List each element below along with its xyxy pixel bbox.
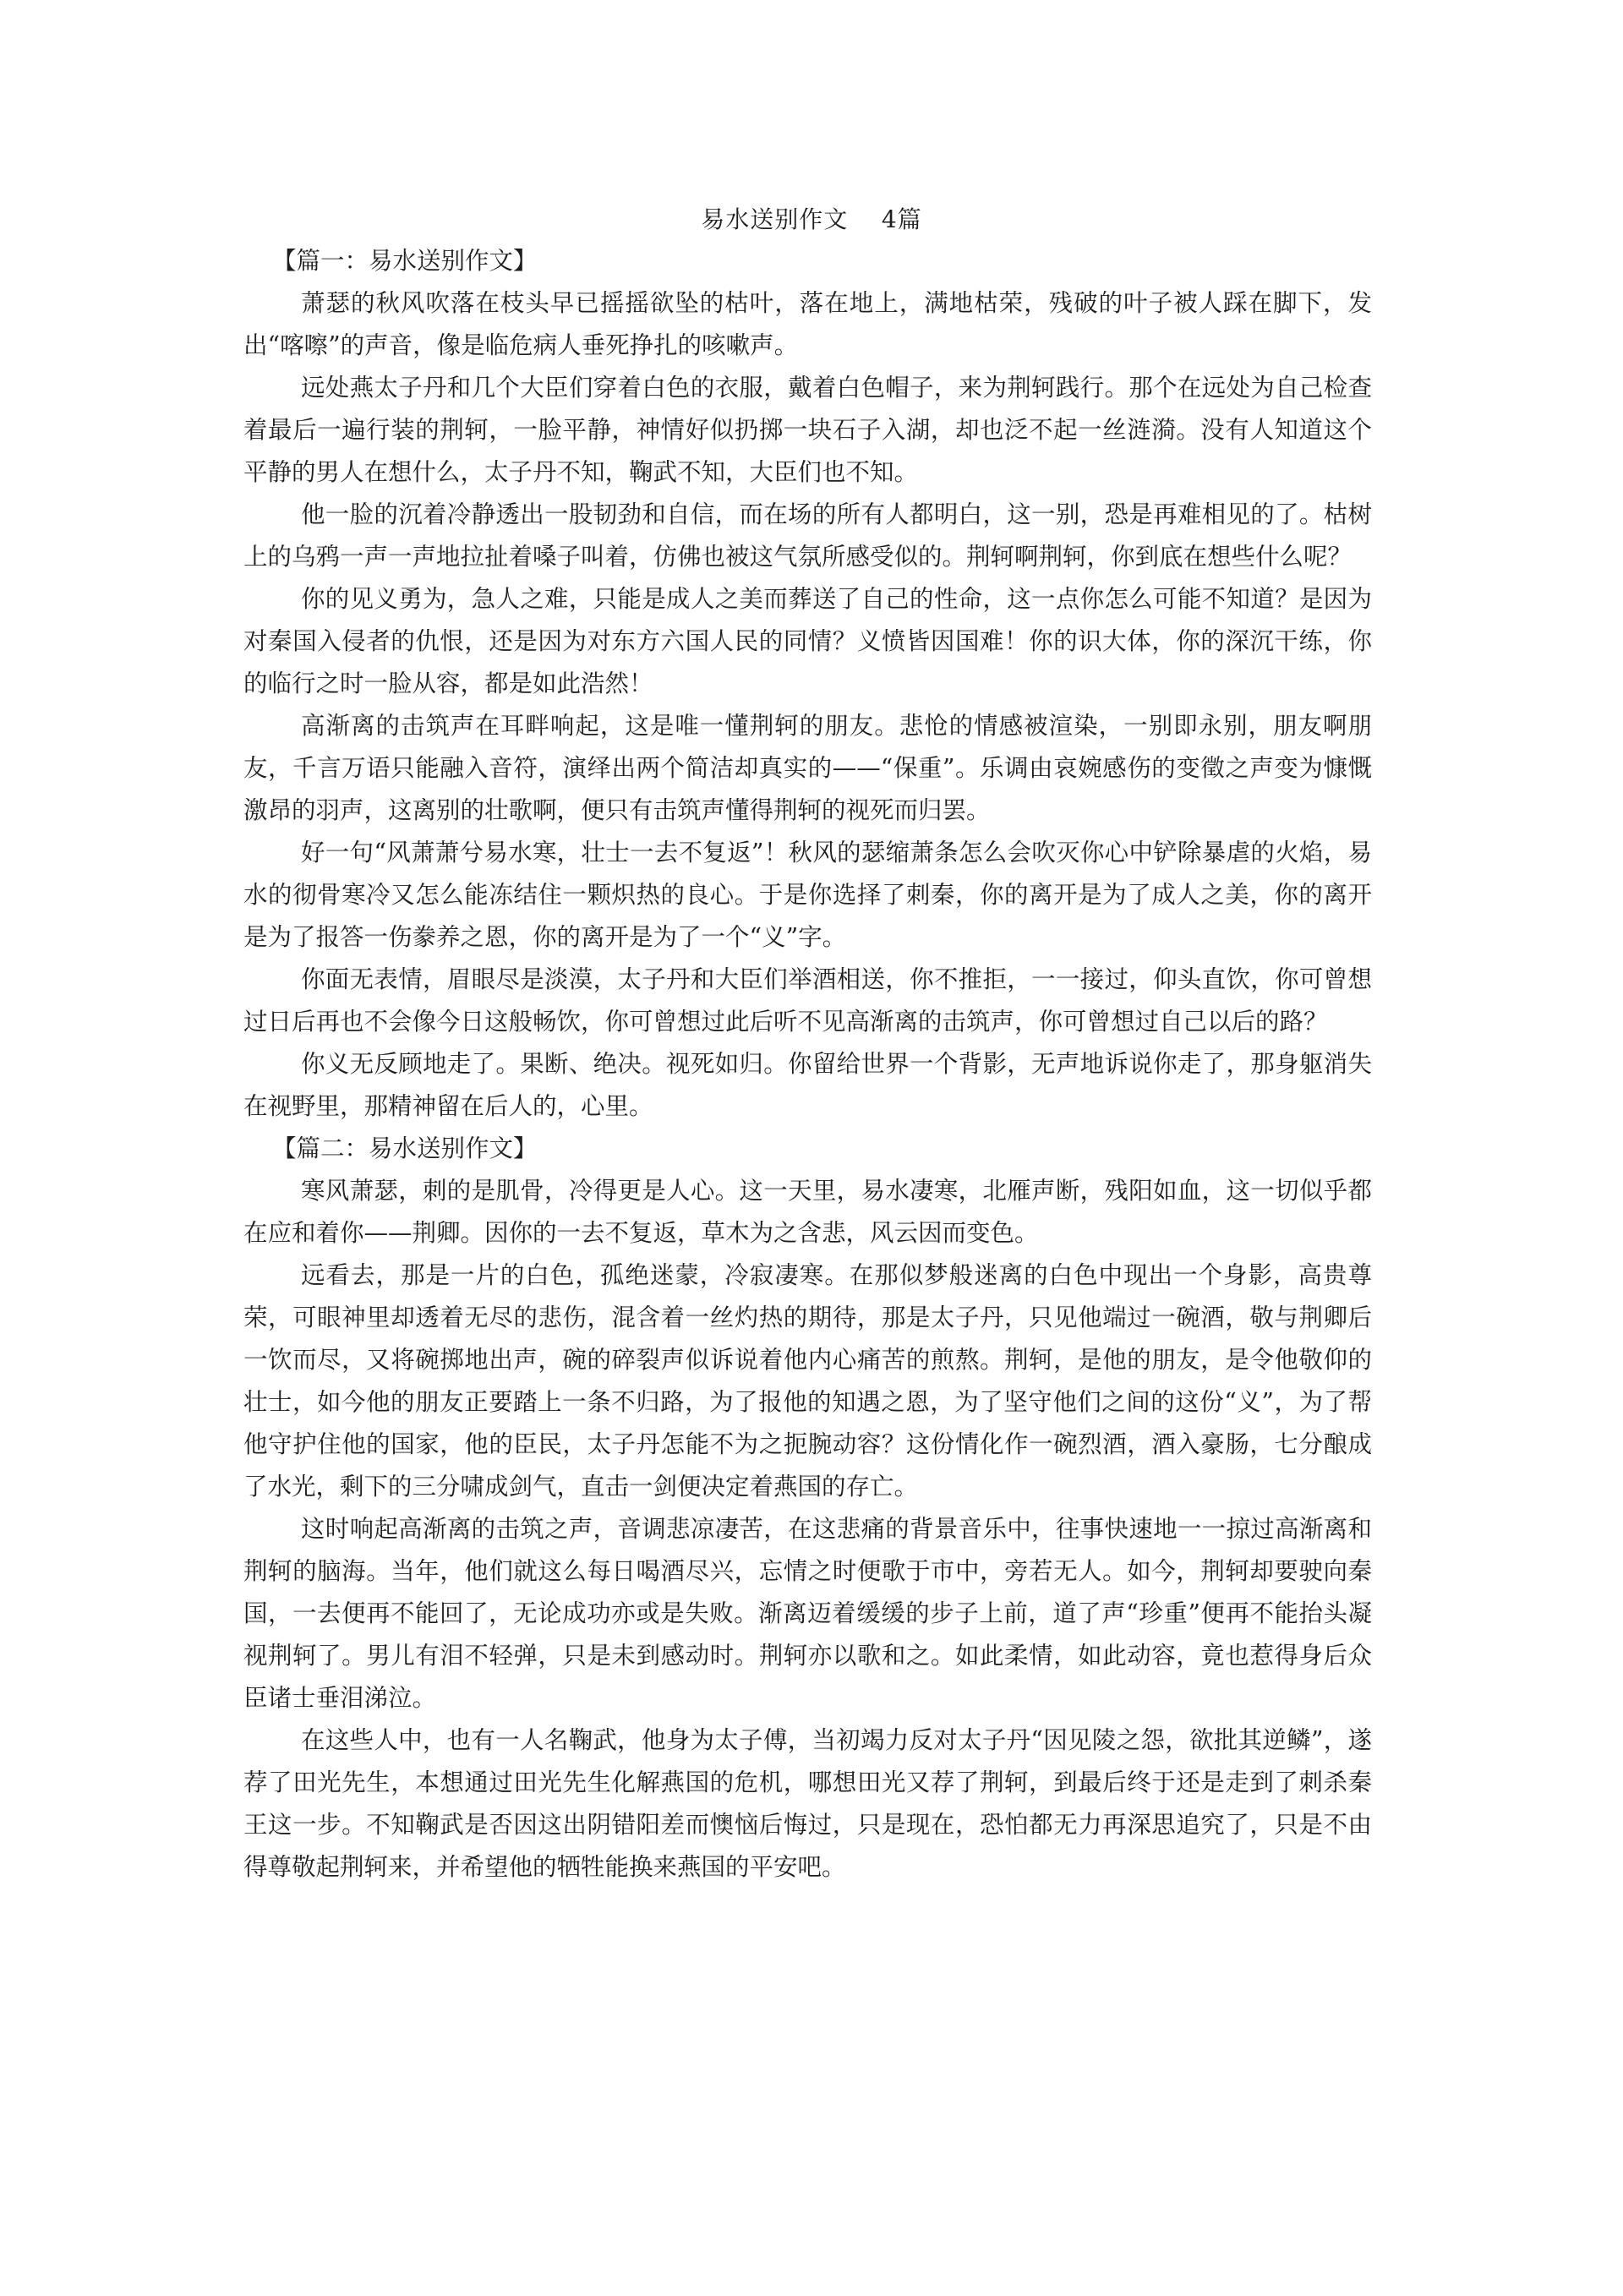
paragraph: 萧瑟的秋风吹落在枝头早已摇摇欲坠的枯叶，落在地上，满地枯荣，残破的叶子被人踩在脚下，发出“喀嚓”的声音，像是临危病人垂死挣扎的咳嗽声。: [243, 289, 1372, 359]
paragraph: 你面无表情，眉眼尽是淡漠，太子丹和大臣们举酒相送，你不推拒，一一接过，仰头直饮，你可曾想过日后再也不会像今日这般畅饮，你可曾想过此后听不见高渐离的击筑声，你可曾想过自己以后的路？: [243, 965, 1372, 1036]
paragraph: 寒风萧瑟，刺的是肌骨，冷得更是人心。这一天里，易水凄寒，北雁声断，残阳如血，这一切似乎都在应和着你——荆卿。因你的一去不复返，草木为之含悲，风云因而变色。: [243, 1177, 1372, 1247]
section-heading: 【篇一：易水送别作文】: [272, 247, 538, 275]
paragraph: 这时响起高渐离的击筑之声，音调悲凉凄苦，在这悲痛的背景音乐中，往事快速地一一掠过高渐离和荆轲的脑海。当年，他们就这么每日喝酒尽兴，忘情之时便歌于市中，旁若无人。如今，荆轲却要驶向秦国，一去便再不能回了，无论成功亦或是失败。渐离迈着缓缓的步子上前，道了声“珍重”便再不能抬头凝视荆轲了。男儿有泪不轻弹，只是未到感动时。荆轲亦以歌和之。如此柔情，如此动容，竟也惹得身后众臣诸士垂泪涕泣。: [243, 1515, 1372, 1712]
paragraph: 你的见义勇为，急人之难，只能是成人之美而葬送了自己的性命，这一点你怎么可能不知道？是因为对秦国入侵者的仇恨，还是因为对东方六国人民的同情？义愤皆因国难！你的识大体，你的深沉干练，你的临行之时一脸从容，都是如此浩然！: [243, 585, 1372, 697]
paragraph: 他一脸的沉着冷静透出一股韧劲和自信，而在场的所有人都明白，这一别，恐是再难相见的了。枯树上的乌鸦一声一声地拉扯着嗓子叫着，仿佛也被这气氛所感受似的。荆轲啊荆轲，你到底在想些什么呢？: [243, 500, 1372, 571]
document-title: 易水送别作文 4篇: [701, 205, 922, 233]
paragraph: 远处燕太子丹和几个大臣们穿着白色的衣服，戴着白色帽子，来为荆轲践行。那个在远处为自己检查着最后一遍行装的荆轲，一脸平静，神情好似扔掷一块石子入湖，却也泛不起一丝涟漪。没有人知道这个平静的男人在想什么，太子丹不知，鞠武不知，大臣们也不知。: [243, 374, 1372, 486]
paragraph: 在这些人中，也有一人名鞠武，他身为太子傅，当初竭力反对太子丹“因见陵之怨，欲批其逆鳞”，遂荐了田光先生，本想通过田光先生化解燕国的危机，哪想田光又荐了荆轲，到最后终于还是走到了刺杀秦王这一步。不知鞠武是否因这出阴错阳差而懊恼后悔过，只是现在，恐怕都无力再深思追究了，只是不由得尊敬起荆轲来，并希望他的牺牲能换来燕国的平安吧。: [243, 1726, 1372, 1881]
document-body: [243, 240, 1372, 1889]
paragraph: 你义无反顾地走了。果断、绝决。视死如归。你留给世界一个背影，无声地诉说你走了，那身躯消失在视野里，那精神留在后人的，心里。: [243, 1050, 1372, 1120]
paragraph: 好一句“风萧萧兮易水寒，壮士一去不复返”！秋风的瑟缩萧条怎么会吹灭你心中铲除暴虐的火焰，易水的彻骨寒冷又怎么能冻结住一颗炽热的良心。于是你选择了刺秦，你的离开是为了成人之美，你的离开是为了报答一伤豢养之恩，你的离开是为了一个“义”字。: [243, 839, 1372, 951]
paragraph: 高渐离的击筑声在耳畔响起，这是唯一懂荆轲的朋友。悲怆的情感被渲染，一别即永别，朋友啊朋友，千言万语只能融入音符，演绎出两个简洁却真实的——“保重”。乐调由哀婉感伤的变徵之声变为慷慨激昂的羽声，这离别的壮歌啊，便只有击筑声懂得荆轲的视死而归罢。: [243, 712, 1372, 824]
paragraph: 远看去，那是一片的白色，孤绝迷蒙，冷寂凄寒。在那似梦般迷离的白色中现出一个身影，高贵尊荣，可眼神里却透着无尽的悲伤，混含着一丝灼热的期待，那是太子丹，只见他端过一碗酒，敬与荆卿后一饮而尽，又将碗掷地出声，碗的碎裂声似诉说着他内心痛苦的煎熬。荆轲，是他的朋友，是令他敬仰的壮士，如今他的朋友正要踏上一条不归路，为了报他的知遇之恩，为了坚守他们之间的这份“义”，为了帮他守护住他的国家，他的臣民，太子丹怎能不为之扼腕动容？这份情化作一碗烈酒，酒入豪肠，七分酿成了水光，剩下的三分啸成剑气，直击一剑便决定着燕国的存亡。: [243, 1261, 1372, 1501]
section-heading: 【篇二：易水送别作文】: [272, 1134, 538, 1162]
